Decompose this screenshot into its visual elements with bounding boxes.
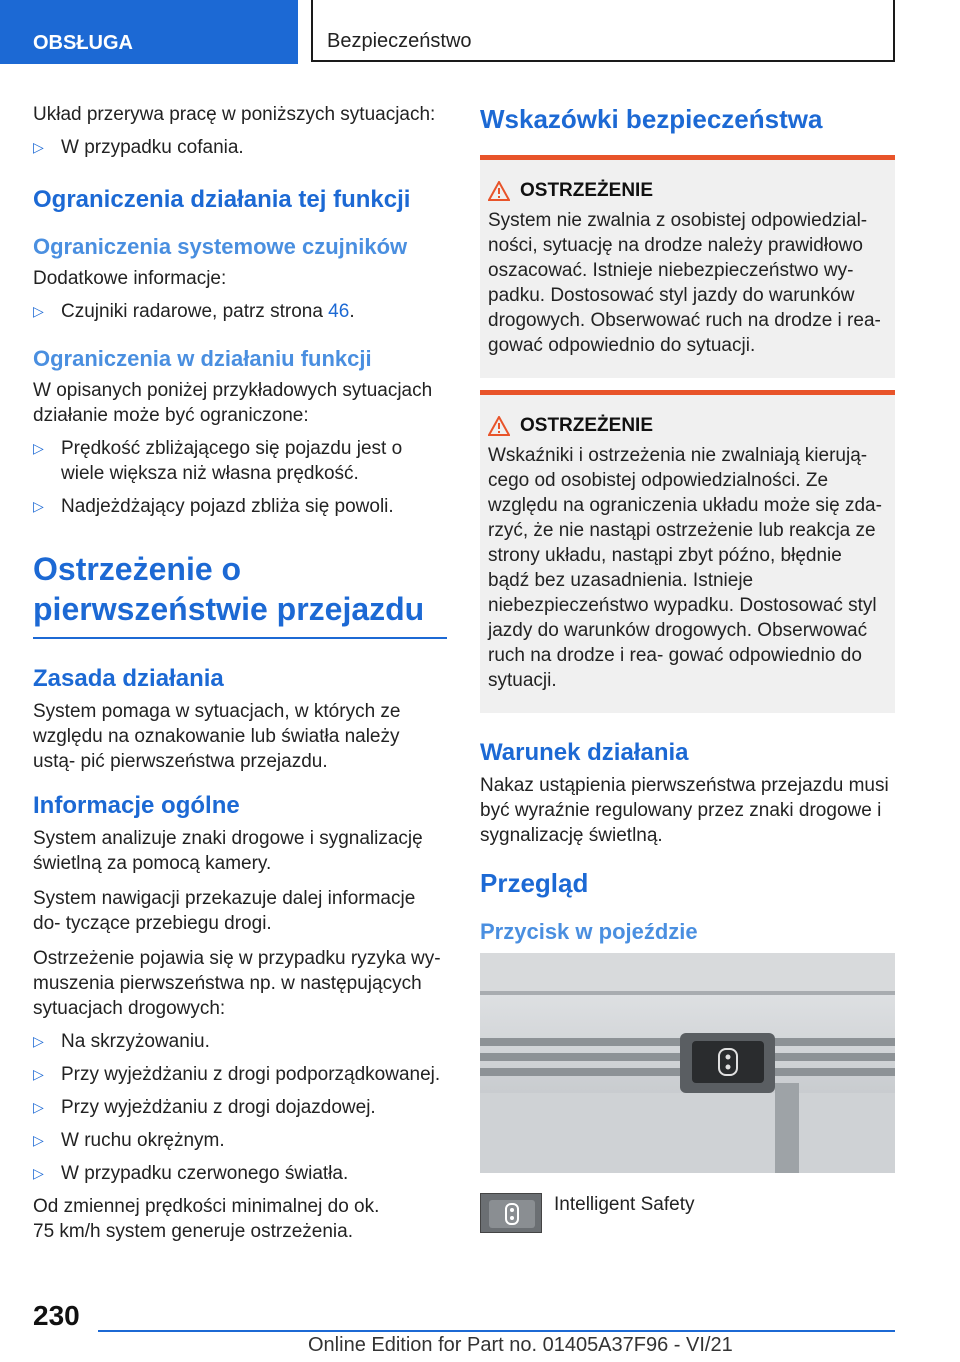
heading-limits: Ograniczenia działania tej funkcji bbox=[33, 186, 411, 213]
heading-sensors: Ograniczenia systemowe czujników bbox=[33, 234, 408, 259]
list-item bbox=[33, 436, 447, 486]
right-column bbox=[480, 96, 895, 945]
bullet-triangle-icon: ▷ bbox=[33, 1066, 44, 1082]
section-tab bbox=[0, 0, 298, 64]
sensors-text: Dodatkowe informacje: bbox=[33, 268, 227, 289]
list-item-text: Prędkość zbliżającego się pojazdu jest o wiele większa niż własna prędkość. bbox=[61, 438, 403, 484]
warning-text: Wskaźniki i ostrzeżenia nie zwalniają kierują- cego od osobistej odpowiedzialności. Ze względu na ograniczenia układu może się zda- rzyć, że nie nastąpi ostrzeżenie lub reakcja ze strony układu, nastąpi zbyt późno, błędnie bądź bez uzasadnienia. Istnieje niebezpieczeństwo wypadku. Dostosować styl jazdy do warunków drogowych. Obserwować ruch na drodze i rea- gować odpowiednio do sytuacji. bbox=[488, 445, 882, 691]
warning-box bbox=[480, 390, 895, 713]
general-text-1: System analizuje znaki drogowe i sygnalizację świetlną za pomocą kamery. bbox=[33, 828, 423, 874]
button-label: Intelligent Safety bbox=[554, 1194, 695, 1215]
list-item-text: W przypadku cofania. bbox=[61, 137, 244, 158]
list-item-text: Na skrzyżowaniu. bbox=[61, 1031, 210, 1052]
condition-text: Nakaz ustąpienia pierwszeństwa przejazdu musi być wyraźnie regulowany przez znaki drogowe i sygnalizację świetlną. bbox=[480, 775, 889, 846]
bullet-triangle-icon: ▷ bbox=[33, 1033, 44, 1049]
warning-title: OSTRZEŻENIE bbox=[520, 180, 654, 201]
heading-safety: Wskazówki bezpieczeństwa bbox=[480, 104, 823, 134]
list-item bbox=[33, 494, 447, 519]
list-item bbox=[33, 135, 447, 160]
topic-tab bbox=[311, 0, 895, 62]
general-text-3: Ostrzeżenie pojawia się w przypadku ryzyka wy- muszenia pierwszeństwa np. w następujących sytuacjach drogowych: bbox=[33, 948, 441, 1019]
heading-overview: Przegląd bbox=[480, 868, 589, 898]
principle-text: System pomaga w sytuacjach, w których ze względu na oznakowanie lub światła należy ustą- pić pierwszeństwa przejazdu. bbox=[33, 701, 401, 772]
bullet-triangle-icon: ▷ bbox=[33, 1165, 44, 1181]
list-item bbox=[33, 1161, 447, 1186]
main-heading: Ostrzeżenie o pierwszeństwie przejazdu bbox=[33, 551, 425, 627]
list-item bbox=[33, 1029, 447, 1054]
bullet-triangle-icon: ▷ bbox=[33, 1132, 44, 1148]
list-item bbox=[33, 1128, 447, 1153]
edition-text: Online Edition for Part no. 01405A37F96 - VI/21 bbox=[308, 1334, 733, 1356]
list-item bbox=[33, 1095, 447, 1120]
warning-header bbox=[488, 415, 887, 437]
list-item-text: Przy wyjeżdżaniu z drogi podporządkowanej. bbox=[61, 1064, 441, 1085]
footer-rule bbox=[98, 1330, 895, 1332]
warning-box bbox=[480, 155, 895, 378]
heading-principle: Zasada działania bbox=[33, 665, 224, 692]
vehicle-button-photo bbox=[480, 953, 895, 1173]
heading-general: Informacje ogólne bbox=[33, 792, 240, 819]
warning-header bbox=[488, 180, 887, 202]
speed-text: Od zmiennej prędkości minimalnej do ok. 75 km/h system generuje ostrzeżenia. bbox=[33, 1196, 380, 1242]
function-text: W opisanych poniżej przykładowych sytuacjach działanie może być ograniczone: bbox=[33, 380, 433, 426]
list-item-text: Nadjeżdżający pojazd zbliża się powoli. bbox=[61, 496, 394, 517]
bullet-triangle-icon: ▷ bbox=[33, 1099, 44, 1115]
heading-button: Przycisk w pojeździe bbox=[480, 919, 698, 944]
heading-rule bbox=[33, 637, 447, 639]
general-text-2: System nawigacji przekazuje dalej informacje do- tyczące przebiegu drogi. bbox=[33, 888, 416, 934]
heading-function: Ograniczenia w działaniu funkcji bbox=[33, 346, 372, 371]
warning-triangle-icon bbox=[488, 416, 510, 436]
topic-label: Bezpieczeństwo bbox=[327, 30, 472, 52]
list-item-text: Czujniki radarowe, patrz strona 46. bbox=[61, 301, 355, 322]
warning-text: System nie zwalnia z osobistej odpowiedzial- ności, sytuację na drodze należy prawidłowo oszacować. Istnieje niebezpieczeństwo wy- padku. Dostosować styl jazdy do warunków drogowych. Obserwować ruch na drodze i rea- gować odpowiednio do sytuacji. bbox=[488, 210, 881, 356]
list-item bbox=[33, 299, 447, 324]
page-link[interactable]: 46 bbox=[328, 301, 350, 322]
heading-condition: Warunek działania bbox=[480, 739, 689, 766]
bullet-triangle-icon: ▷ bbox=[33, 498, 44, 514]
bullet-triangle-icon: ▷ bbox=[33, 440, 44, 456]
list-item-text: W przypadku czerwonego światła. bbox=[61, 1163, 349, 1184]
list-item-text: W ruchu okrężnym. bbox=[61, 1130, 225, 1151]
intro-text: Układ przerywa pracę w poniższych sytuacjach: bbox=[33, 104, 436, 125]
warning-title: OSTRZEŻENIE bbox=[520, 415, 654, 436]
intelligent-safety-button-icon bbox=[480, 1193, 542, 1233]
page-number: 230 bbox=[33, 1300, 80, 1331]
bullet-triangle-icon: ▷ bbox=[33, 139, 44, 155]
list-item bbox=[33, 1062, 447, 1087]
left-column bbox=[33, 96, 447, 1244]
list-item-text: Przy wyjeżdżaniu z drogi dojazdowej. bbox=[61, 1097, 376, 1118]
warning-triangle-icon bbox=[488, 181, 510, 201]
section-label: OBSŁUGA bbox=[33, 32, 133, 54]
bullet-triangle-icon: ▷ bbox=[33, 303, 44, 319]
